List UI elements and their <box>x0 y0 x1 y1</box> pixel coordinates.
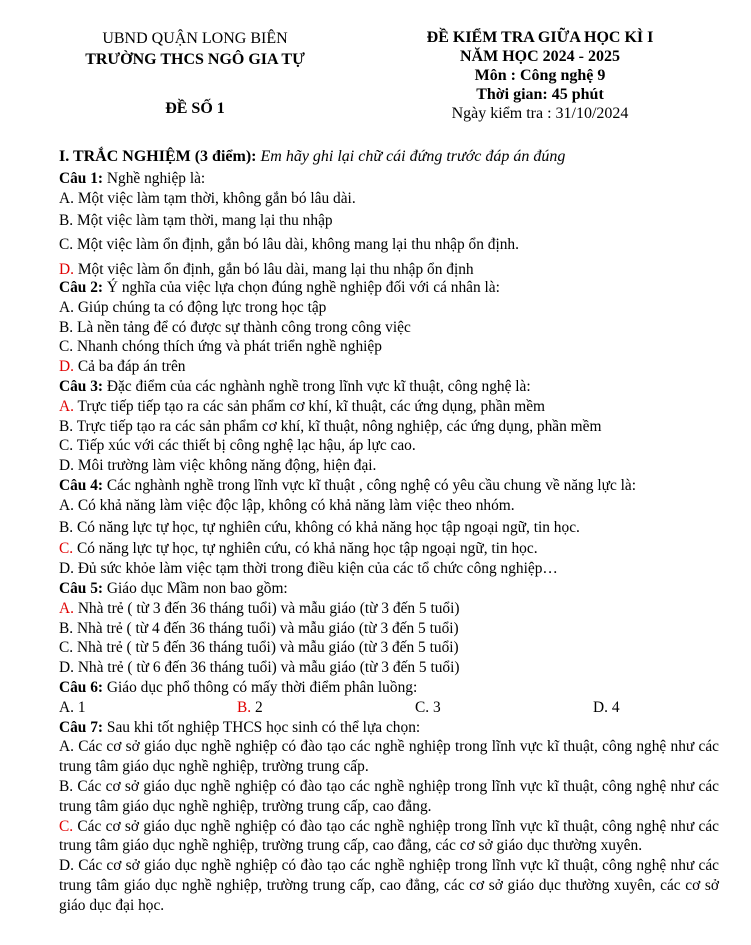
question-text: Ý nghĩa của việc lựa chọn đúng nghề nghiệp đối với cá nhân là: <box>103 278 500 296</box>
answer-letter: D. <box>59 358 74 376</box>
option-letter: B. <box>59 619 74 637</box>
option-text: Môi trường làm việc không năng động, hiện đại. <box>73 457 377 475</box>
option-7b <box>59 777 719 817</box>
option-5a <box>59 599 719 619</box>
option-text: Nhà trẻ ( từ 3 đến 36 tháng tuổi) và mẫu giáo (từ 3 đến 5 tuổi) <box>73 599 460 617</box>
option-letter: D. <box>593 698 608 716</box>
option-1b <box>59 211 719 231</box>
option-letter: C. <box>59 437 74 455</box>
question-label: Câu 7: <box>59 718 104 736</box>
question-text: Sau khi tốt nghiệp THCS học sinh có thể lựa chọn: <box>103 718 421 736</box>
option-text: 2 <box>251 698 263 716</box>
option-letter: D. <box>59 560 74 578</box>
option-2a <box>59 298 719 318</box>
answer-letter: D. <box>59 261 74 279</box>
option-3a <box>59 397 719 417</box>
question-label: Câu 3: <box>59 377 104 395</box>
option-text: Có năng lực tự học, tự nghiên cứu, có khả năng học tập ngoại ngữ, tin học. <box>73 540 538 558</box>
option-text: Trực tiếp tiếp tạo ra các sản phẩm cơ khí, kĩ thuật, các ứng dụng, phần mềm <box>73 397 545 415</box>
option-6d <box>593 698 683 718</box>
option-text: Một việc làm ổn định, gắn bó lâu dài, mang lại thu nhập ổn định <box>73 261 474 279</box>
option-text: Các cơ sở giáo dục nghề nghiệp có đào tạo các nghề nghiệp trong lĩnh vực kĩ thuật, công nghệ như các trung tâm giáo dục nghề nghiệp, trường trung cấp. <box>59 738 719 776</box>
option-letter: A. <box>59 738 74 756</box>
option-4d <box>59 559 719 579</box>
question-text: Đặc điểm của các nghành nghề trong lĩnh vực kĩ thuật, công nghệ là: <box>103 377 531 395</box>
exam-body <box>59 146 719 915</box>
option-5c <box>59 638 719 658</box>
option-7c <box>59 817 719 857</box>
option-text: Tiếp xúc với các thiết bị công nghệ lạc hậu, áp lực cao. <box>73 437 416 455</box>
option-6a <box>59 698 237 718</box>
question-1 <box>59 169 719 189</box>
duration: Thời gian: 45 phút <box>476 86 604 103</box>
option-letter: D. <box>59 659 74 677</box>
option-letter: B. <box>59 777 74 795</box>
option-1a <box>59 189 719 209</box>
question-3 <box>59 377 719 397</box>
option-letter: B. <box>59 318 74 336</box>
option-letter: C. <box>415 698 430 716</box>
option-text: Trực tiếp tạo ra các sản phẩm cơ khí, kĩ thuật, nông nghiệp, các ứng dụng, phần mềm <box>73 417 602 435</box>
option-letter: A. <box>59 189 74 207</box>
answer-letter: B. <box>237 698 252 716</box>
answer-letter: A. <box>59 397 74 415</box>
section-heading <box>59 146 719 167</box>
question-label: Câu 4: <box>59 476 104 494</box>
option-text: 4 <box>607 698 620 716</box>
option-text: Cả ba đáp án trên <box>73 358 186 376</box>
exam-code: ĐỀ SỐ 1 <box>165 100 225 117</box>
answer-letter: C. <box>59 540 74 558</box>
option-text: Một việc làm ổn định, gắn bó lâu dài, không mang lại thu nhập ổn định. <box>73 236 519 254</box>
option-text: Là nền tảng để có được sự thành công trong công việc <box>73 318 411 336</box>
exam-title: ĐỀ KIỂM TRA GIỮA HỌC KÌ I <box>426 29 654 46</box>
option-text: Nhà trẻ ( từ 6 đến 36 tháng tuổi) và mẫu giáo (từ 3 đến 5 tuổi) <box>73 659 460 677</box>
option-4c <box>59 539 719 559</box>
question-text: Giáo dục phổ thông có mấy thời điểm phân luồng: <box>103 678 418 696</box>
option-3c <box>59 436 719 456</box>
option-letter: B. <box>59 417 74 435</box>
option-text: 1 <box>73 698 86 716</box>
option-letter: C. <box>59 639 74 657</box>
question-label: Câu 6: <box>59 678 104 696</box>
option-4a <box>59 496 719 516</box>
question-5 <box>59 579 719 599</box>
option-text: Các cơ sở giáo dục nghề nghiệp có đào tạo các nghề nghiệp trong lĩnh vực kĩ thuật, công nghệ như các trung tâm giáo dục nghề nghiệp, trường trung cấp, cao đẳng. <box>59 777 719 815</box>
question-4 <box>59 476 719 496</box>
option-2d <box>59 357 719 377</box>
option-text: 3 <box>429 698 441 716</box>
school-year: NĂM HỌC 2024 - 2025 <box>460 48 620 65</box>
option-text: Nhanh chóng thích ứng và phát triển nghề nghiệp <box>73 338 382 356</box>
option-3d <box>59 456 719 476</box>
answer-letter: C. <box>59 817 74 835</box>
section-title: I. TRẮC NGHIỆM (3 điểm): <box>59 148 261 165</box>
option-text: Một việc làm tạm thời, không gắn bó lâu dài. <box>73 189 356 207</box>
option-6b <box>237 698 415 718</box>
subject: Môn : Công nghệ 9 <box>474 67 606 84</box>
option-4b <box>59 518 719 538</box>
option-text: Các cơ sở giáo dục nghề nghiệp có đào tạo các nghề nghiệp trong lĩnh vực kĩ thuật, công nghệ như các trung tâm giáo dục nghề nghiệp, trường trung cấp, cao đẳng, các cơ sở giáo dục thường xuyên, các cơ sở giáo dục đại học. <box>59 857 719 914</box>
section-instruction: Em hãy ghi lại chữ cái đứng trước đáp án đúng <box>260 148 566 165</box>
question-2 <box>59 278 719 298</box>
option-2b <box>59 318 719 338</box>
options-row-6 <box>59 698 719 718</box>
option-2c <box>59 337 719 357</box>
question-text: Giáo dục Mầm non bao gồm: <box>103 579 288 597</box>
option-letter: D. <box>59 857 74 875</box>
option-letter: B. <box>59 518 74 536</box>
option-6c <box>415 698 593 718</box>
question-text: Các nghành nghề trong lĩnh vực kĩ thuật , công nghệ có yêu cầu chung về năng lực là: <box>103 476 637 494</box>
option-7d <box>59 856 719 915</box>
option-text: Nhà trẻ ( từ 4 đến 36 tháng tuổi) và mẫu giáo (từ 3 đến 5 tuổi) <box>73 619 459 637</box>
question-6 <box>59 678 719 698</box>
option-1c <box>59 235 719 255</box>
option-letter: A. <box>59 496 74 514</box>
question-label: Câu 1: <box>59 170 104 187</box>
option-letter: B. <box>59 211 74 229</box>
option-3b <box>59 417 719 437</box>
question-label: Câu 2: <box>59 278 104 296</box>
exam-date: Ngày kiểm tra : 31/10/2024 <box>451 105 629 122</box>
answer-letter: A. <box>59 599 74 617</box>
option-letter: C. <box>59 338 74 356</box>
option-text: Có năng lực tự học, tự nghiên cứu, không có khả năng học tập ngoại ngữ, tin học. <box>73 518 580 536</box>
question-label: Câu 5: <box>59 579 104 597</box>
question-text: Nghề nghiệp là: <box>103 170 206 187</box>
header-right <box>370 28 710 123</box>
option-text: Các cơ sở giáo dục nghề nghiệp có đào tạo các nghề nghiệp trong lĩnh vực kĩ thuật, công nghệ như các trung tâm giáo dục nghề nghiệp, trường trung cấp, cao đẳng, các cơ sở giáo dục thường xuyên. <box>59 817 719 855</box>
option-letter: A. <box>59 298 74 316</box>
question-7 <box>59 718 719 738</box>
option-text: Đủ sức khỏe làm việc tạm thời trong điều kiện của các tổ chức công nghiệp… <box>73 560 558 578</box>
option-text: Một việc làm tạm thời, mang lại thu nhập <box>73 211 333 229</box>
option-text: Giúp chúng ta có động lực trong học tập <box>73 298 327 316</box>
option-7a <box>59 737 719 777</box>
option-letter: D. <box>59 457 74 475</box>
option-text: Có khả năng làm việc độc lập, không có khả năng làm việc theo nhóm. <box>73 496 515 514</box>
option-text: Nhà trẻ ( từ 5 đến 36 tháng tuổi) và mẫu giáo (từ 3 đến 5 tuổi) <box>73 639 459 657</box>
option-letter: C. <box>59 236 74 254</box>
district-name: UBND QUẬN LONG BIÊN <box>102 30 288 47</box>
option-5b <box>59 619 719 639</box>
header-left <box>40 28 350 119</box>
option-5d <box>59 658 719 678</box>
option-letter: A. <box>59 698 74 716</box>
school-name: TRƯỜNG THCS NGÔ GIA TỰ <box>85 51 305 68</box>
